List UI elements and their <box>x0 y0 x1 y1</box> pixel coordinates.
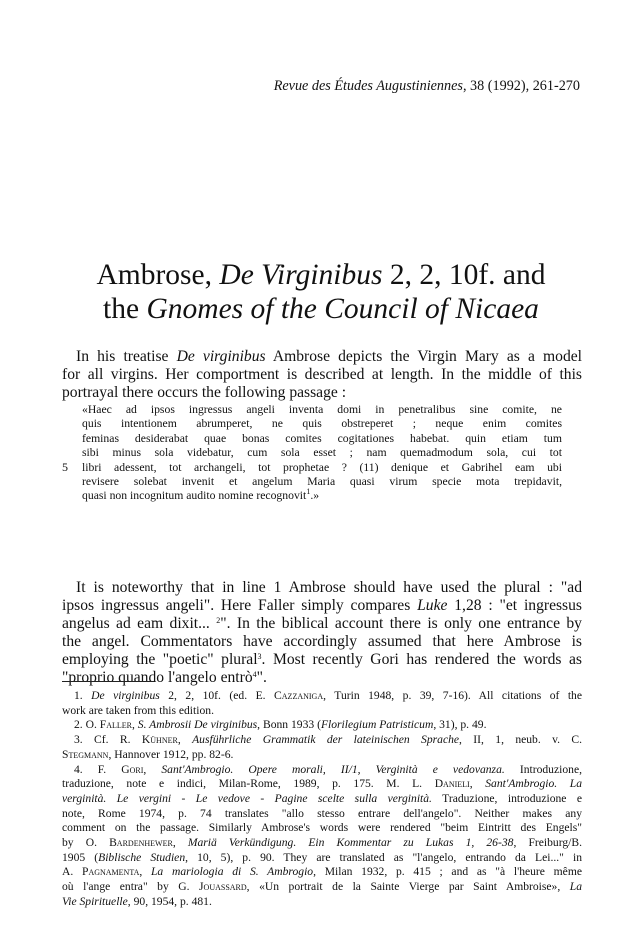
text-line: In his treatise De virginibus Ambrose depicts the Virgin Mary as a model <box>76 348 583 365</box>
footnote-line: Stegmann, Hannover 1912, pp. 82-6. <box>62 747 234 761</box>
title-text: the <box>103 293 147 325</box>
footnote-ref[interactable]: 1 <box>306 487 311 497</box>
title-text: Ambrose, <box>96 259 220 291</box>
latin-quotation <box>82 403 562 504</box>
footnote-2: 2. O. Faller, S. Ambrosii De virginibus, Bonn 1933 (Florilegium Patristicum, 31), p. 49. <box>74 718 487 732</box>
quote-line: sibi minus sola videbatur, cum sola esset ; nam quemadmodum sola, cui tot <box>82 446 562 460</box>
footnote-ref[interactable]: 3 <box>257 652 262 661</box>
text-line: for all virgins. Her comportment is described at length. In the middle of this <box>62 366 582 383</box>
quote-line: feminas desiderabat quae bonas comites cogitationes habebat. quin etiam tum <box>82 431 562 445</box>
footnote-rule <box>62 681 154 682</box>
text-line: angelus ad eam dixit... $^2$". In the biblical account there is only one entrance by <box>62 615 582 632</box>
footnote-line: comment on the passage. Similarly Ambrose's words were rendered "beim Eintritt des Engels" <box>62 821 582 835</box>
footnote-line: by O. Bardenhewer, Mariä Verkündigung. Ein Kommentar zu Lukas 1, 26-38, Freiburg/B. <box>62 836 583 850</box>
text-line: "proprio quando l'angelo entrò$^4$". <box>62 669 267 686</box>
article-title-line-1 <box>60 258 582 292</box>
title-italic: Gnomes of the Council of Nicaea <box>146 293 539 325</box>
footnote-line: où l'ange entra" by G. Jouassard, «Un portrait de la Sainte Vierge par Saint Ambroise», La <box>62 880 582 894</box>
title-text: 2, 2, 10f. and <box>382 259 546 291</box>
line-number: 5 <box>62 460 68 474</box>
quote-line: revisere solebat invenit et angelum Maria quasi virum specie mota trepidavit, <box>82 475 562 489</box>
journal-name: Revue des Études Augustiniennes <box>273 78 463 94</box>
text-line: portrayal there occurs the following passage : <box>62 384 347 401</box>
footnote-line: traduzione, note e indici, Milan-Rome, 1989, p. 175. M. L. Danieli, Sant'Ambrogio. La <box>62 777 583 791</box>
footnote-line: work are taken from this edition. <box>62 703 214 717</box>
title-italic: De Virginibus <box>219 259 383 291</box>
quote-line: quis intentionem abrumperet, ne quis obstreperet ; neque enim comites <box>82 417 562 431</box>
running-head <box>200 78 580 95</box>
text-line: employing the "poetic" plural$^3$. Most recently Gori has rendered the words as <box>62 651 583 668</box>
quote-line: libri adessent, tot archangeli, tot prophetae ? (11) denique et Gabrihel eam ubi <box>82 460 562 474</box>
journal-citation: , 38 (1992), 261-270 <box>462 78 580 94</box>
footnote-line: A. Pagnamenta, La mariologia di S. Ambrogio, Milan 1932, p. 415 ; and as "à l'heure même <box>62 865 582 879</box>
footnote-ref[interactable]: 2 <box>216 616 221 625</box>
paragraph-1 <box>62 348 582 402</box>
footnote-1: 1. De virginibus 2, 2, 10f. (ed. E. Cazzaniga, Turin 1948, p. 39, 7-16). All citations of the <box>74 689 582 702</box>
quote-line: quasi non incognitum audito nomine recognovit$^1$.» <box>82 487 320 503</box>
text-line: It is noteworthy that in line 1 Ambrose should have used the plural : "ad <box>76 579 582 596</box>
paragraph-2 <box>62 579 582 687</box>
footnotes <box>62 689 582 910</box>
text-line: ipsos ingressus angeli". Here Faller simply compares Luke 1,28 : "et ingressus <box>62 597 582 614</box>
footnote-ref[interactable]: 4 <box>252 670 257 679</box>
footnote-line: Vie Spirituelle, 90, 1954, p. 481. <box>62 894 212 908</box>
footnote-line: note, Rome 1974, p. 74 translates "allo stesso entrare dell'angelo". Neither makes any <box>62 806 582 820</box>
footnote-line: 1905 (Biblische Studien, 10, 5), p. 90. They are translated as "l'angelo, entrando da Lei..." in <box>62 850 582 864</box>
footnote-line: verginità. Le vergini - Le vedove - Pagine scelte sulla verginità. Traduzione, introduzione e <box>62 791 582 805</box>
quote-line: «Haec ad ipsos ingressus angeli inventa domi in penetralibus sine comite, ne <box>82 403 562 416</box>
footnote-4: 4. F. Gori, Sant'Ambrogio. Opere morali, II/1, Verginità e vedovanza. Introduzione, <box>74 762 582 776</box>
article-title-line-2 <box>60 292 582 326</box>
footnote-3: 3. Cf. R. Kühner, Ausführliche Grammatik der lateinischen Sprache, II, 1, neub. v. C. <box>74 733 583 747</box>
text-line: the angel. Commentators have accordingly assumed that here Ambrose is <box>62 633 582 650</box>
